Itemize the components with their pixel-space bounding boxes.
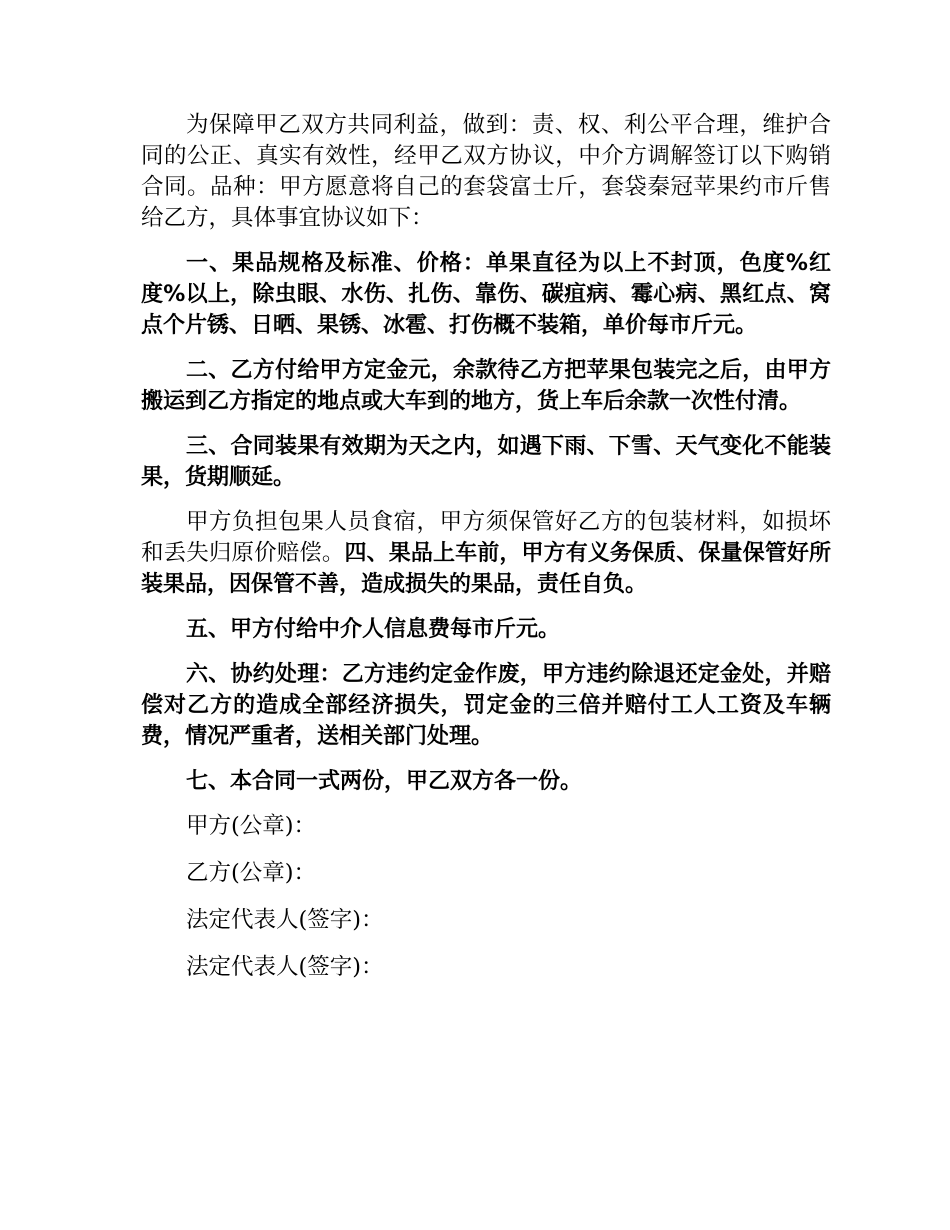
clause-3-4-paragraph [141,507,831,600]
signature-party-a: 甲方(公章)： [186,813,317,839]
clause-3-extra-text: 甲方负担包果人员食宿，甲方须保管好乙方的包装材料，如损坏和丢失归原价赔偿。 [141,509,831,566]
clause-7-copies: 七、本合同一式两份，甲乙双方各一份。 [186,769,583,794]
signature-party-b: 乙方(公章)： [186,860,317,886]
signature-rep-b: 法定代表人(签字)： [186,954,384,980]
clause-6-breach: 六、协约处理：乙方违约定金作废，甲方违约除退还定金处，并赔偿对乙方的造成全部经济损失，罚定金的三倍并赔付工人工资及车辆费，情况严重者，送相关部门处理。 [141,662,831,749]
intro-paragraph: 为保障甲乙双方共同利益，做到：责、权、利公平合理，维护合同的公正、真实有效性，经甲乙双方协议，中介方调解签订以下购销合同。品种：甲方愿意将自己的套袋富士斤，套袋秦冠苹果约市斤售给乙方，具体事宜协议如下： [141,112,831,231]
contract-body [141,110,831,999]
clause-4-storage: 四、果品上车前，甲方有义务保质、保量保管好所装果品，因保管不善，造成损失的果品，责任自负。 [141,541,831,597]
clause-1-specifications: 一、果品规格及标准、价格：单果直径为以上不封顶，色度%红度%以上，除虫眼、水伤、扎伤、靠伤、碳疽病、霉心病、黑红点、窝点个片锈、日晒、果锈、冰雹、打伤概不装箱，单价每市斤元。 [141,251,831,338]
clause-5-agent-fee: 五、甲方付给中介人信息费每市斤元。 [186,617,561,642]
signature-rep-a: 法定代表人(签字)： [186,907,384,933]
clause-3-validity: 三、合同装果有效期为天之内，如遇下雨、下雪、天气变化不能装果，货期顺延。 [141,434,831,490]
clause-2-deposit: 二、乙方付给甲方定金元，余款待乙方把苹果包装完之后，由甲方搬运到乙方指定的地点或大车到的地方，货上车后余款一次性付清。 [141,358,831,414]
